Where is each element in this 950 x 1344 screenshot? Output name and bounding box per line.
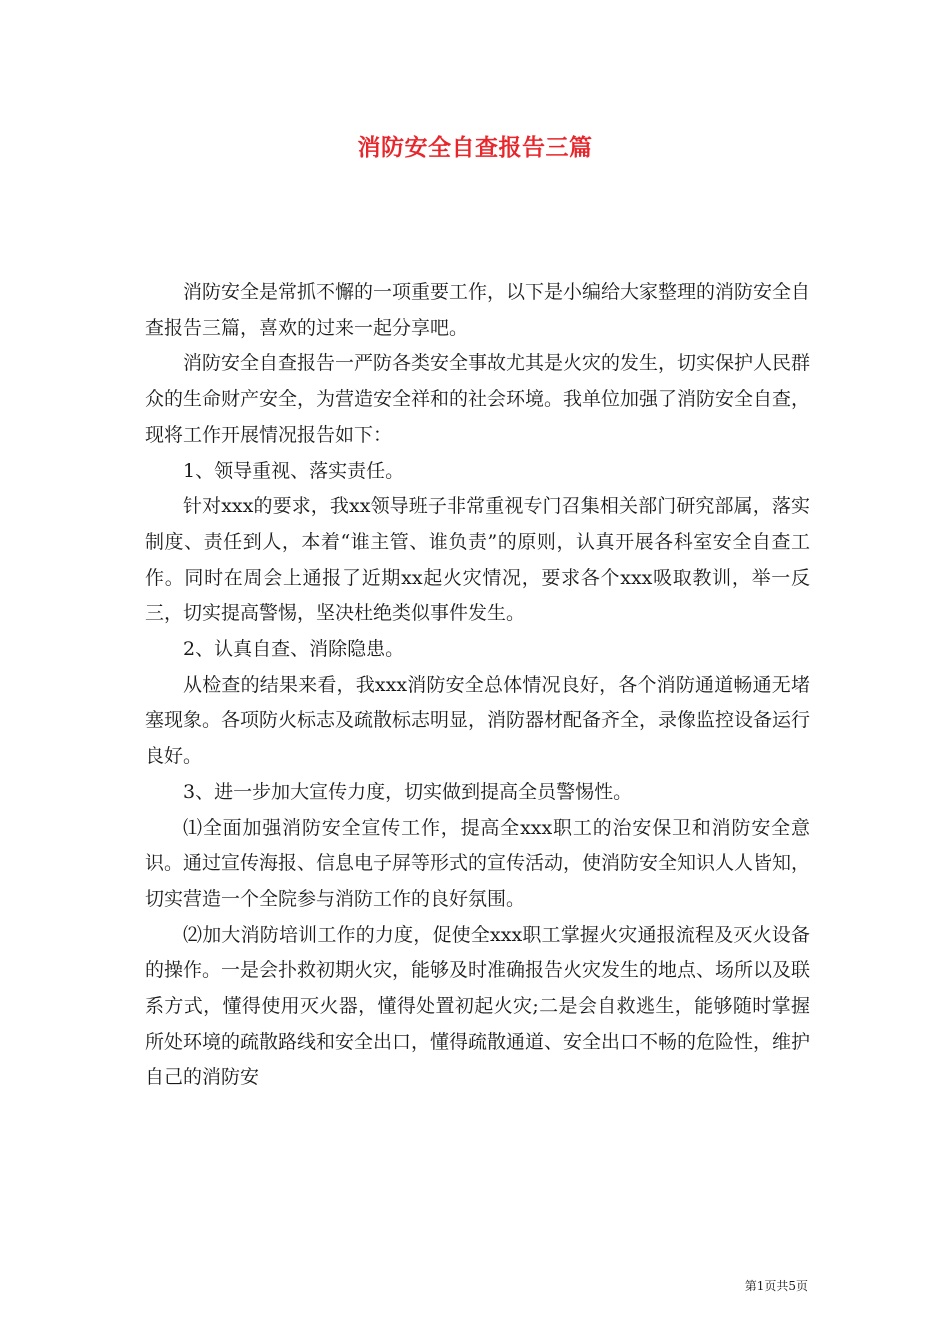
section-heading-1: 1、领导重视、落实责任。 <box>183 459 405 482</box>
paragraph-section-2: 从检查的结果来看，我xxx消防安全总体情况良好，各个消防通道畅通无堵塞现象。各项防火标志及疏散标志明显，消防器材配备齐全，录像监控设备运行良好。 <box>145 673 811 768</box>
section-heading-3: 3、进一步加大宣传力度，切实做到提高全员警惕性。 <box>183 780 633 803</box>
paragraph-item-1: ⑴全面加强消防安全宣传工作，提高全xxx职工的治安保卫和消防安全意识。通过宣传海报、信息电子屏等形式的宣传活动，使消防安全知识人人皆知，切实营造一个全院参与消防工作的良好氛围。 <box>145 816 811 910</box>
paragraph-item-2: ⑵加大消防培训工作的力度，促使全xxx职工掌握火灾通报流程及灭火设备的操作。一是会扑救初期火灾，能够及时准确报告火灾发生的地点、场所以及联系方式，懂得使用灭火器，懂得处置初起火灾;二是会自救逃生，能够随时掌握所处环境的疏散路线和安全出口，懂得疏散通道、安全出口不畅的危险性，维护自己的消防安 <box>145 923 811 1089</box>
page-number-footer: 第1页共5页 <box>744 1279 808 1293</box>
document-title: 消防安全自查报告三篇 <box>357 135 593 161</box>
paragraph-intro: 消防安全是常抓不懈的一项重要工作，以下是小编给大家整理的消防安全自查报告三篇，喜欢的过来一起分享吧。 <box>145 281 811 339</box>
paragraph-report-one: 消防安全自查报告一严防各类安全事故尤其是火灾的发生，切实保护人民群众的生命财产安全，为营造安全祥和的社会环境。我单位加强了消防安全自查，现将工作开展情况报告如下： <box>145 352 811 446</box>
section-heading-2: 2、认真自查、消除隐患。 <box>183 638 405 661</box>
document-body <box>145 275 810 1096</box>
paragraph-section-1: 针对xxx的要求，我xx领导班子非常重视专门召集相关部门研究部属，落实制度、责任到人，本着“谁主管、谁负责”的原则，认真开展各科室安全自查工作。同时在周会上通报了近期xx起火灾情况，要求各个xxx吸取教训，举一反三，切实提高警惕，坚决杜绝类似事件发生。 <box>145 495 810 625</box>
